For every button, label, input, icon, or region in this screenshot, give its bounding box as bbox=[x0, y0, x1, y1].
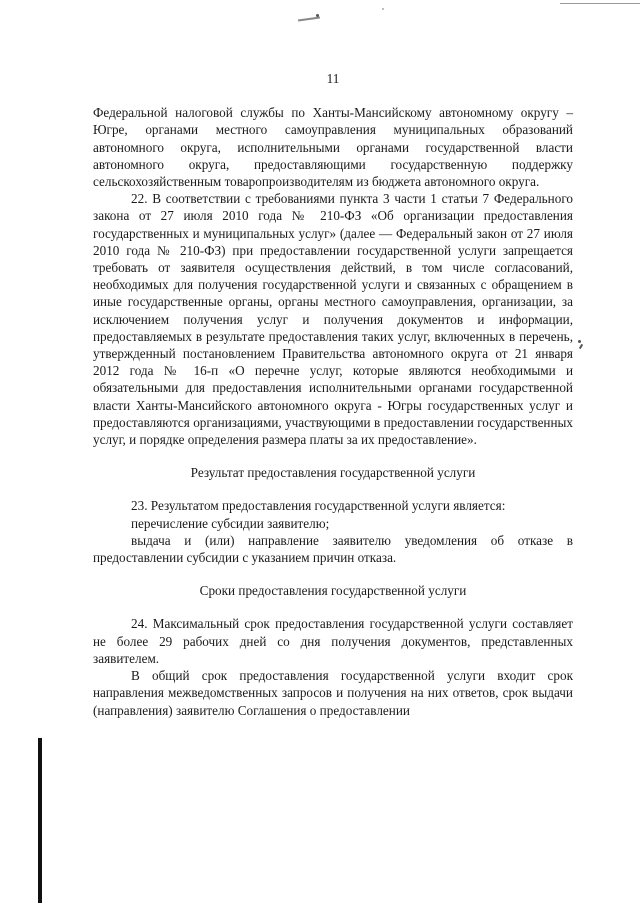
scan-artifact bbox=[578, 340, 581, 343]
scan-edge-bar bbox=[38, 738, 42, 903]
list-item: выдача и (или) направление заявителю уведомления об отказе в предоставлении субсидии с указанием причин отказа. bbox=[93, 532, 573, 566]
section-heading-terms: Сроки предоставления государственной услуги bbox=[199, 583, 467, 599]
document-page bbox=[93, 70, 573, 719]
paragraph-24: 24. Максимальный срок предоставления государственной услуги составляет не более 29 рабочих дней со дня получения документов, представленных заявителем. bbox=[93, 616, 573, 666]
page-number: 11 bbox=[326, 71, 340, 86]
list-item: перечисление субсидии заявителю; bbox=[131, 515, 330, 531]
section-heading-result: Результат предоставления государственной услуги bbox=[190, 465, 476, 481]
paragraph: Федеральной налоговой службы по Ханты-Мансийскому автономному округу – Югре, органами местного самоуправления муниципальных образований автономного округа, исполнительными органами государственной власти автономного округа, предоставляющими государственную поддержку сельскохозяйственным товаропроизводителям из бюджета автономного округа. bbox=[93, 105, 573, 190]
scan-artifact bbox=[560, 3, 640, 4]
scan-artifact bbox=[579, 344, 583, 349]
scan-artifact bbox=[298, 16, 320, 21]
paragraph-23: 23. Результатом предоставления государственной услуги является: bbox=[131, 498, 506, 514]
scan-artifact bbox=[316, 14, 319, 17]
paragraph-22: 22. В соответствии с требованиями пункта 3 части 1 статьи 7 Федерального закона от 27 июля 2010 года № 210-ФЗ «Об организации предоставления государственных и муниципальных услуг» (далее — Федеральный закон от 27 июля 2010 года № 210-ФЗ) при предоставлении государственной услуги запрещается требовать от заявителя осуществления действий, в том числе согласований, необходимых для получения государственной услуги и связанных с обращением в иные государственные органы, органы местного самоуправления, организации, за исключением получения услуг и получения документов и информации, предоставляемых в результате предоставления таких услуг, включенных в перечень, утвержденный постановлением Правительства автономного округа от 21 января 2012 года № 16-п «О перечне услуг, которые являются необходимыми и обязательными для предоставления исполнительными органами государственной власти Ханты-Мансийского автономного округа - Югры государственных услуг и предоставляются организациями, участвующими в предоставлении государственных услуг, и порядке определения размера платы за их предоставление». bbox=[93, 191, 573, 448]
scan-artifact bbox=[382, 8, 384, 10]
paragraph: В общий срок предоставления государственной услуги входит срок направления межведомственных запросов и получения на них ответов, срок выдачи (направления) заявителю Соглашения о предоставлении bbox=[93, 668, 573, 718]
